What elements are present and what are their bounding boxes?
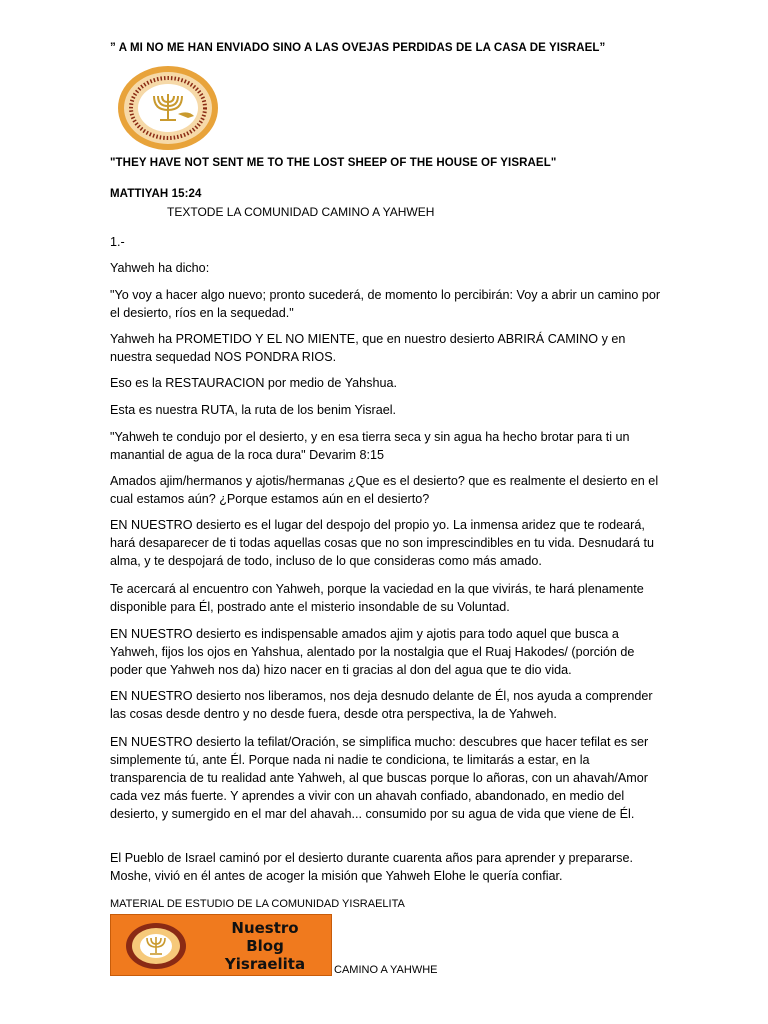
quote-spanish: ” A MI NO ME HAN ENVIADO SINO A LAS OVEJAS PERDIDAS DE LA CASA DE YISRAEL” (110, 42, 606, 54)
paragraph-6: "Yahweh te condujo por el desierto, y en esa tierra seca y sin agua ha hecho brotar para ti un manantial de agua de la roca dura" Devarim 8:15 (110, 430, 630, 462)
blog-title (199, 919, 331, 973)
blog-title-line-1: Nuestro (231, 919, 299, 937)
paragraph-8: EN NUESTRO desierto es el lugar del despojo del propio yo. La inmensa aridez que te rodeará, hará desaparecer de ti todas aquellas cosas que no son imprescindibles en tu vida. Desnudará tu alma, y te despojará de todo, incluso de lo que consideras como más amado. (110, 518, 654, 568)
study-material-label: MATERIAL DE ESTUDIO DE LA COMUNIDAD YISRAELITA (110, 898, 405, 910)
paragraph-4: Eso es la RESTAURACION por medio de Yahshua. (110, 376, 397, 390)
paragraph-1: Yahweh ha dicho: (110, 261, 210, 275)
paragraph-3: Yahweh ha PROMETIDO Y EL NO MIENTE, que en nuestro desierto ABRIRÁ CAMINO y en nuestra sequedad NOS PONDRA RIOS. (110, 332, 626, 364)
paragraph-2: "Yo voy a hacer algo nuevo; pronto sucederá, de momento lo percibirán: Voy a abrir un camino por el desierto, ríos en la sequedad." (110, 288, 661, 320)
camino-label: CAMINO A YAHWHE (334, 964, 438, 976)
paragraph-12: EN NUESTRO desierto la tefilat/Oración, se simplifica mucho: descubres que hacer tefilat es ser simplemente tú, ante Él. Porque nada ni nadie te condiciona, te limitarás a estar, en la transparencia de tu realidad ante Yahweh, al que buscas porque lo añoras, con un ahavah/Amor cada vez más fuerte. Y aprendes a vivir con un ahavah confiado, abandonado, en medio del desierto, y sumergido en el mar del ahavah... consumido por su agua de vida que viene de Él. (110, 735, 649, 821)
scripture-reference: MATTIYAH 15:24 (110, 188, 202, 200)
document-subtitle: TEXTODE LA COMUNIDAD CAMINO A YAHWEH (167, 205, 435, 219)
quote-english: "THEY HAVE NOT SENT ME TO THE LOST SHEEP OF THE HOUSE OF YISRAEL" (110, 157, 557, 169)
blog-seal-icon (117, 920, 195, 972)
community-seal-logo (116, 64, 220, 152)
blog-banner[interactable] (110, 914, 332, 976)
paragraph-11: EN NUESTRO desierto nos liberamos, nos deja desnudo delante de Él, nos ayuda a comprender las cosas desde dentro y no desde fuera, desde otra perspectiva, la de Yahweh. (110, 689, 653, 721)
paragraph-9: Te acercará al encuentro con Yahweh, porque la vaciedad en la que vivirás, te hará plenamente disponible para Él, postrado ante el misterio insondable de su Voluntad. (110, 582, 644, 614)
paragraph-5: Esta es nuestra RUTA, la ruta de los benim Yisrael. (110, 403, 397, 417)
item-number: 1.- (110, 235, 125, 249)
blog-title-line-3: Yisraelita (224, 955, 306, 973)
paragraph-13: El Pueblo de Israel caminó por el desierto durante cuarenta años para aprender y prepararse. Moshe, vivió en él antes de acoger la misión que Yahweh Elohe le quería confiar. (110, 851, 633, 883)
paragraph-10: EN NUESTRO desierto es indispensable amados ajim y ajotis para todo aquel que busca a Yahweh, fijos los ojos en Yahshua, alentado por la nostalgia que el Ruaj Hakodes/ (porción de poder que Yahweh nos da) hizo nacer en ti gracias al don del agua que te dio vida. (110, 627, 635, 677)
paragraph-7: Amados ajim/hermanos y ajotis/hermanas ¿Que es el desierto? que es realmente el desierto en el cual estamos aún? ¿Porque estamos aún en el desierto? (110, 474, 659, 506)
blog-title-line-2: Blog (246, 937, 284, 955)
